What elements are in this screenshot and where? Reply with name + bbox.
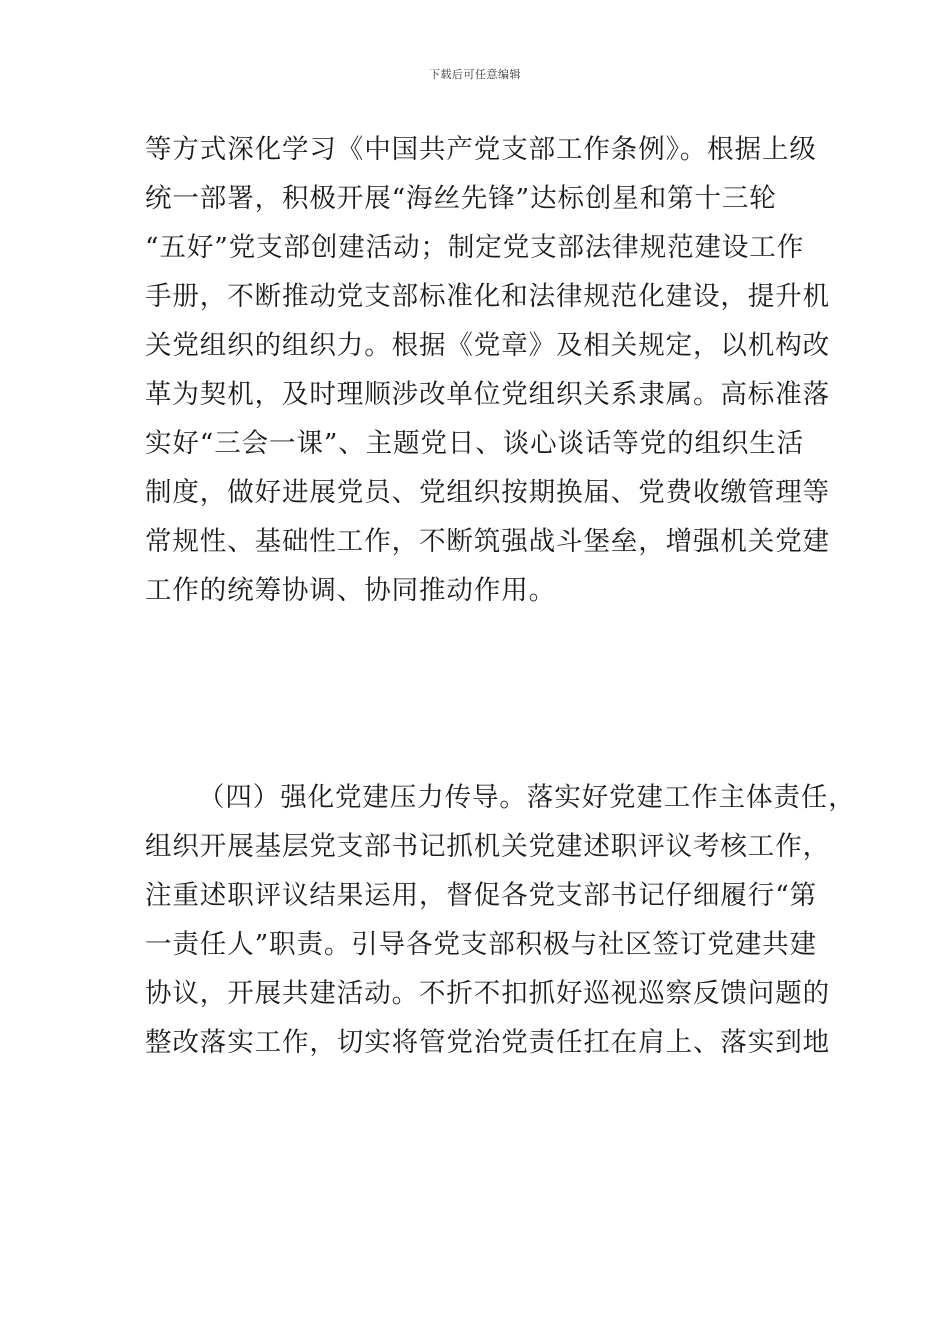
paragraph-line: 关党组织的组织力。根据《党章》及相关规定，以机构改 <box>145 330 830 361</box>
header-note: 下载后可任意编辑 <box>429 68 521 81</box>
paragraph-line: 等方式深化学习《中国共产党支部工作条例》。根据上级 <box>145 134 817 165</box>
paragraph-line: 整改落实工作，切实将管党治党责任扛在肩上、落实到地 <box>145 1027 830 1058</box>
paragraph-line: 注重述职评议结果运用，督促各党支部书记仔细履行“第 <box>145 880 818 911</box>
paragraph-line: “五好”党支部创建活动；制定党支部法律规范建设工作 <box>145 232 805 263</box>
paragraph-line: 工作的统筹协调、协同推动作用。 <box>145 575 556 606</box>
paragraph-line: 统一部署，积极开展“海丝先锋”达标创星和第十三轮 <box>145 183 777 214</box>
paragraph-line: 常规性、基础性工作，不断筑强战斗堡垒，增强机关党建 <box>145 526 830 557</box>
paragraph-line: 组织开展基层党支部书记抓机关党建述职评议考核工作， <box>145 831 830 862</box>
paragraph-line: 一责任人”职责。引导各党支部积极与社区签订党建共建 <box>145 929 818 960</box>
paragraph-line: 制度，做好进展党员、党组织按期换届、党费收缴管理等 <box>145 477 830 508</box>
paragraph-line: 协议，开展共建活动。不折不扣抓好巡视巡察反馈问题的 <box>145 978 830 1009</box>
paragraph-line: 手册，不断推动党支部标准化和法律规范化建设，提升机 <box>145 281 830 312</box>
paragraph-line: （四）强化党建压力传导。落实好党建工作主体责任， <box>198 782 856 813</box>
paragraph-line: 实好“三会一课”、主题党日、谈心谈话等党的组织生活 <box>145 428 805 459</box>
paragraph-line: 革为契机，及时理顺涉改单位党组织关系隶属。高标准落 <box>145 379 830 410</box>
